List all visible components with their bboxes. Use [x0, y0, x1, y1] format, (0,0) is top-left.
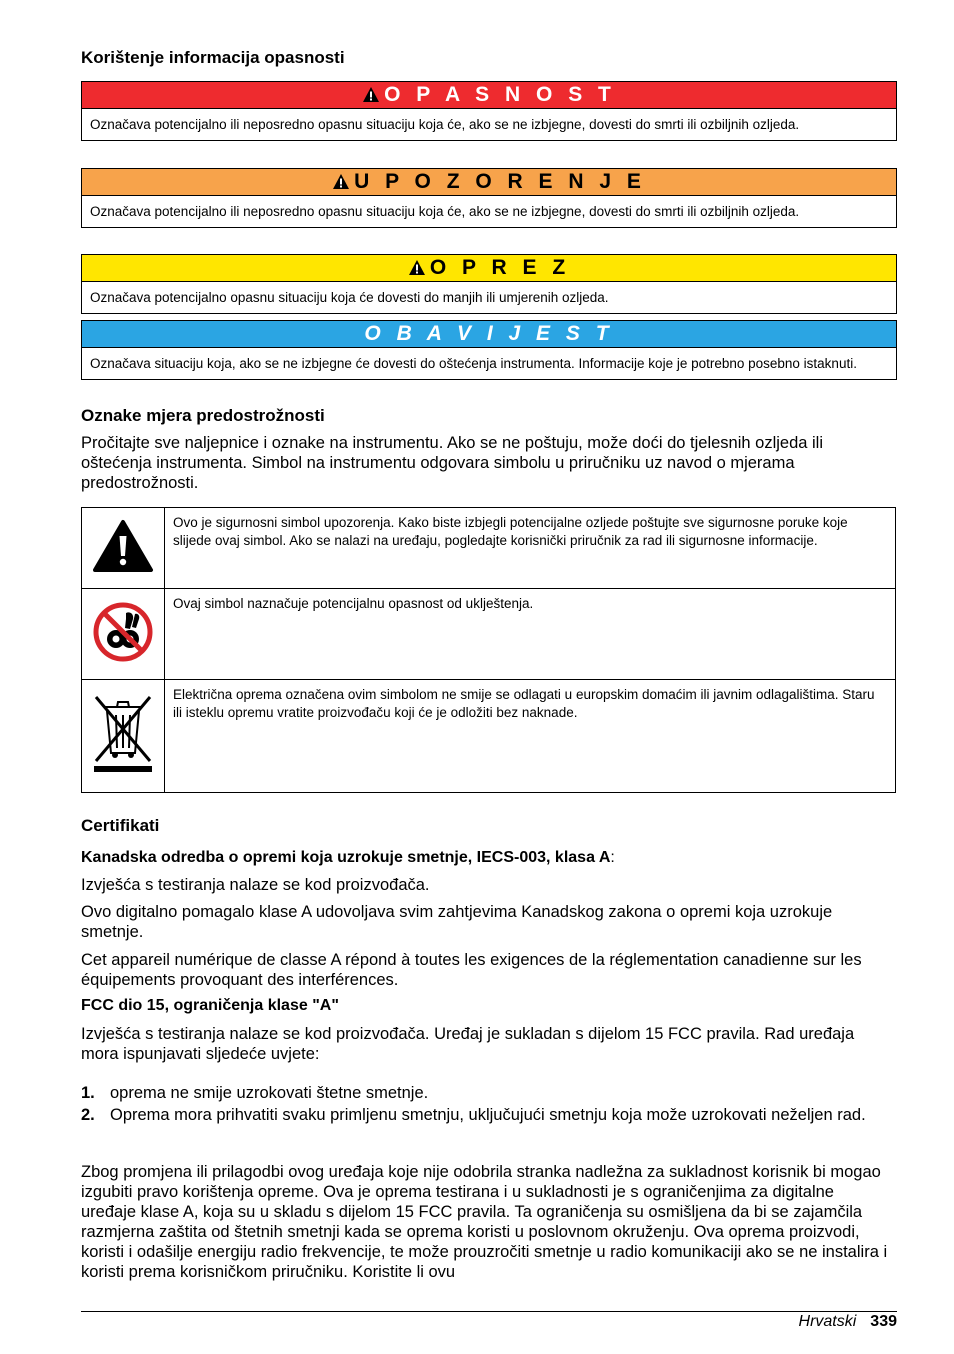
warning-triangle-icon — [332, 173, 350, 190]
danger-title: O P A S N O S T — [384, 83, 616, 106]
warning-triangle-icon — [362, 86, 380, 103]
table-row — [82, 508, 896, 589]
danger-box — [81, 81, 897, 141]
footer-language: Hrvatski — [798, 1313, 857, 1330]
table-row — [82, 589, 896, 680]
footer-divider — [81, 1311, 897, 1312]
fcc-paragraph-1: Izvješća s testiranja nalaze se kod proizvođača. Uređaj je sukladan s dijelom 15 FCC pravila. Rad uređaja mora ispunjavati sljedeće uvjete: — [81, 1025, 855, 1063]
list-item: 1. oprema ne smije uzrokovati štetne smetnje. — [81, 1084, 429, 1102]
caution-header — [82, 255, 896, 282]
canada-paragraph-3: Cet appareil numérique de classe A répond à toutes les exigences de la réglementation canadienne sur les équipements provoquant des interférences. — [81, 951, 862, 989]
warning-title: U P O Z O R E N J E — [354, 170, 646, 193]
canada-paragraph-1: Izvješća s testiranja nalaze se kod proizvođača. — [81, 876, 430, 894]
list-item: 2. Oprema mora prihvatiti svaku primljenu smetnju, uključujući smetnju koja može uzrokovati neželjen rad. — [81, 1106, 866, 1124]
weee-crossed-bin-icon — [90, 693, 156, 775]
symbol-text: Ovaj simbol naznačuje potencijalnu opasnost od uklještenja. — [165, 589, 896, 680]
canada-heading: Kanadska odredba o opremi koja uzrokuje smetnje, IECS-003, klasa A: — [81, 849, 615, 866]
warning-box — [81, 168, 897, 228]
fcc-paragraph-2: Zbog promjena ili prilagodbi ovog uređaja koje nije odobrila stranka nadležna za sukladnost korisnik bi mogao izgubiti pravo korištenja opreme. Ova je oprema testirana i u sukladnosti je s ograničenjima za digitalne uređaje klase A, koja su u skladu s dijelom 15 FCC pravila. Ta ograničenja su osmišljena da bi se zajamčila razmjerna zaštita od štetnih smetnji kada se oprema koristi u poslovnom okruženju. Ova oprema proizvodi, koristi i odašilje energiju radio frekvencije, te može prouzročiti smetnje u radio komunikaciji ako se ne instalira i koristi prema korisničkom priručniku. Koristite li ovu — [81, 1163, 888, 1281]
caution-text: Označava potencijalno opasnu situaciju koja će dovesti do manjih ili umjerenih ozljeda. — [90, 290, 609, 305]
notice-title: O B A V I J E S T — [364, 322, 614, 345]
fcc-heading: FCC dio 15, ograničenja klase "A" — [81, 997, 339, 1014]
warning-text: Označava potencijalno ili neposredno opasnu situaciju koja će, ako se ne izbjegne, dovesti do smrti ili ozbiljnih ozljeda. — [90, 204, 800, 219]
caution-title: O P R E Z — [429, 256, 571, 279]
symbol-text: Električna oprema označena ovim simbolom ne smije se odlagati u europskim domaćim ili javnim odlagalištima. Staru ili isteklu opremu vratite proizvođaču koji će je odložiti bez naknade. — [165, 680, 896, 793]
fcc-conditions-list — [81, 1083, 893, 1127]
section-title-hazard-info: Korištenje informacija opasnosti — [81, 48, 345, 67]
page-footer — [799, 1313, 897, 1331]
caution-box — [81, 254, 897, 314]
symbols-table — [81, 507, 896, 793]
notice-header — [82, 321, 896, 348]
warning-triangle-icon — [91, 518, 155, 574]
canada-paragraph-2: Ovo digitalno pomagalo klase A udovoljava svim zahtjevima Kanadskog zakona o opremi koja uzrokuje smetnje. — [81, 903, 833, 941]
warning-header — [82, 169, 896, 196]
page-number: 339 — [870, 1313, 897, 1330]
warning-triangle-icon — [408, 259, 426, 276]
notice-text: Označava situaciju koja, ako se ne izbjegne će dovesti do oštećenja instrumenta. Informacije koje je potrebno posebno istaknuti. — [90, 356, 857, 371]
pinch-hazard-icon — [92, 601, 154, 663]
section-title-certificates: Certifikati — [81, 816, 160, 835]
symbol-text: Ovo je sigurnosni simbol upozorenja. Kako biste izbjegli potencijalne ozljede poštujte sve sigurnosne poruke koje slijede ovaj simbol. Ako se nalazi na uređaju, pogledajte korisnički priručnik za rad ili sigurnosne informacije. — [165, 508, 896, 589]
danger-header — [82, 82, 896, 109]
notice-box — [81, 320, 897, 380]
table-row — [82, 680, 896, 793]
danger-text: Označava potencijalno ili neposredno opasnu situaciju koja će, ako se ne izbjegne, dovesti do smrti ili ozbiljnih ozljeda. — [90, 117, 800, 132]
section-title-precautions: Oznake mjera predostrožnosti — [81, 406, 325, 425]
precautions-intro: Pročitajte sve naljepnice i oznake na instrumentu. Ako se ne poštuju, može doći do tjelesnih ozljeda ili oštećenja instrumenta. Simbol na instrumentu odgovara simbolu u priručniku uz navod o mjerama predostrožnosti. — [81, 434, 824, 492]
